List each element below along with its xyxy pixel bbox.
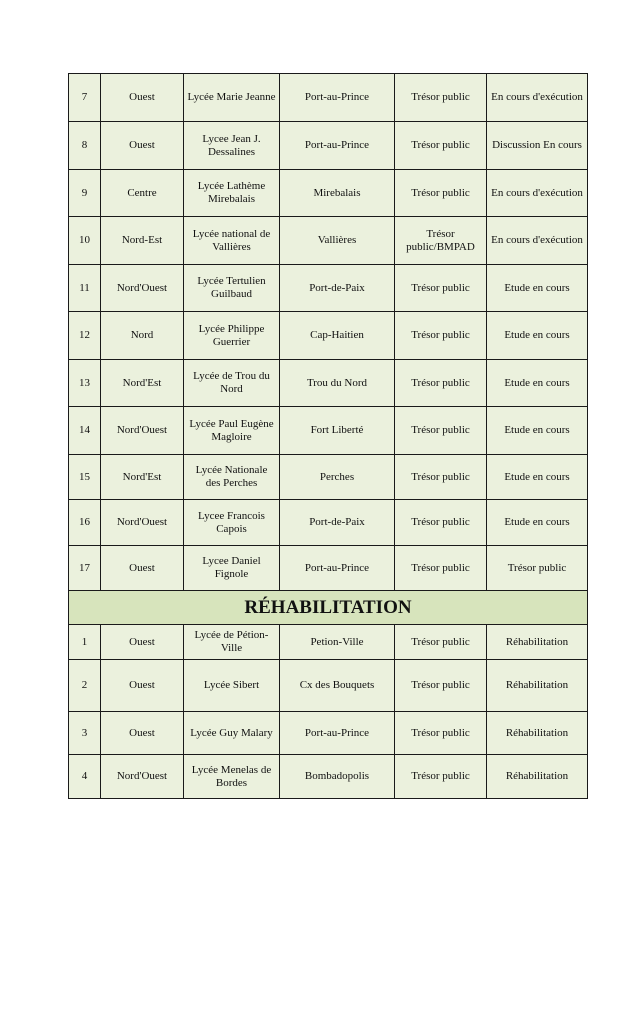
row-number: 7	[69, 74, 101, 122]
table-row	[69, 625, 588, 660]
city-cell: Cx des Bouquets	[280, 660, 395, 712]
funding-cell: Trésor public	[395, 312, 487, 360]
city-cell: Perches	[280, 455, 395, 500]
city-cell: Bombadopolis	[280, 755, 395, 799]
status-cell: Etude en cours	[487, 500, 588, 546]
row-number: 17	[69, 546, 101, 591]
section-title: RÉHABILITATION	[69, 591, 588, 625]
status-cell: Discussion En cours	[487, 122, 588, 170]
school-name-cell: Lycée de Pétion-Ville	[184, 625, 280, 660]
city-cell: Port-au-Prince	[280, 122, 395, 170]
school-name-cell: Lycée Philippe Guerrier	[184, 312, 280, 360]
school-name-cell: Lycée Sibert	[184, 660, 280, 712]
status-cell: Etude en cours	[487, 312, 588, 360]
funding-cell: Trésor public	[395, 500, 487, 546]
row-number: 10	[69, 217, 101, 265]
status-cell: Etude en cours	[487, 455, 588, 500]
status-cell: Etude en cours	[487, 407, 588, 455]
table-row	[69, 217, 588, 265]
funding-cell: Trésor public	[395, 170, 487, 217]
school-name-cell: Lycée Marie Jeanne	[184, 74, 280, 122]
school-name-cell: Lycee Francois Capois	[184, 500, 280, 546]
city-cell: Mirebalais	[280, 170, 395, 217]
funding-cell: Trésor public	[395, 546, 487, 591]
table-row	[69, 712, 588, 755]
row-number: 4	[69, 755, 101, 799]
school-name-cell: Lycée Nationale des Perches	[184, 455, 280, 500]
status-cell: En cours d'exécution	[487, 217, 588, 265]
region-cell: Ouest	[101, 122, 184, 170]
region-cell: Nord'Ouest	[101, 500, 184, 546]
city-cell: Port-de-Paix	[280, 265, 395, 312]
table-row	[69, 312, 588, 360]
region-cell: Ouest	[101, 712, 184, 755]
status-cell: En cours d'exécution	[487, 74, 588, 122]
city-cell: Fort Liberté	[280, 407, 395, 455]
city-cell: Cap-Haitien	[280, 312, 395, 360]
row-number: 8	[69, 122, 101, 170]
region-cell: Centre	[101, 170, 184, 217]
region-cell: Nord'Ouest	[101, 755, 184, 799]
funding-cell: Trésor public	[395, 360, 487, 407]
row-number: 15	[69, 455, 101, 500]
section-header-row	[69, 591, 588, 625]
table-row	[69, 500, 588, 546]
school-name-cell: Lycée de Trou du Nord	[184, 360, 280, 407]
school-name-cell: Lycee Daniel Fignole	[184, 546, 280, 591]
table-row	[69, 755, 588, 799]
school-name-cell: Lycée national de Vallières	[184, 217, 280, 265]
table-row	[69, 455, 588, 500]
region-cell: Nord'Ouest	[101, 265, 184, 312]
funding-cell: Trésor public	[395, 712, 487, 755]
status-cell: Réhabilitation	[487, 660, 588, 712]
school-name-cell: Lycée Paul Eugène Magloire	[184, 407, 280, 455]
school-name-cell: Lycée Lathème Mirebalais	[184, 170, 280, 217]
status-cell: Etude en cours	[487, 265, 588, 312]
row-number: 16	[69, 500, 101, 546]
row-number: 2	[69, 660, 101, 712]
table-row	[69, 360, 588, 407]
city-cell: Trou du Nord	[280, 360, 395, 407]
region-cell: Nord'Ouest	[101, 407, 184, 455]
row-number: 3	[69, 712, 101, 755]
status-cell: Réhabilitation	[487, 712, 588, 755]
city-cell: Port-au-Prince	[280, 74, 395, 122]
region-cell: Nord-Est	[101, 217, 184, 265]
status-cell: Réhabilitation	[487, 755, 588, 799]
table-row	[69, 122, 588, 170]
school-name-cell: Lycée Tertulien Guilbaud	[184, 265, 280, 312]
projects-table	[68, 73, 588, 799]
school-name-cell: Lycee Jean J. Dessalines	[184, 122, 280, 170]
row-number: 9	[69, 170, 101, 217]
table-row	[69, 660, 588, 712]
funding-cell: Trésor public	[395, 74, 487, 122]
school-name-cell: Lycée Guy Malary	[184, 712, 280, 755]
city-cell: Vallières	[280, 217, 395, 265]
city-cell: Petion-Ville	[280, 625, 395, 660]
funding-cell: Trésor public	[395, 755, 487, 799]
funding-cell: Trésor public	[395, 407, 487, 455]
region-cell: Ouest	[101, 546, 184, 591]
funding-cell: Trésor public	[395, 265, 487, 312]
region-cell: Ouest	[101, 660, 184, 712]
region-cell: Nord	[101, 312, 184, 360]
region-cell: Nord'Est	[101, 360, 184, 407]
status-cell: En cours d'exécution	[487, 170, 588, 217]
table-row	[69, 74, 588, 122]
status-cell: Réhabilitation	[487, 625, 588, 660]
funding-cell: Trésor public	[395, 625, 487, 660]
table-row	[69, 407, 588, 455]
funding-cell: Trésor public	[395, 660, 487, 712]
city-cell: Port-au-Prince	[280, 546, 395, 591]
table-row	[69, 265, 588, 312]
row-number: 11	[69, 265, 101, 312]
row-number: 12	[69, 312, 101, 360]
row-number: 13	[69, 360, 101, 407]
row-number: 1	[69, 625, 101, 660]
table-row	[69, 546, 588, 591]
region-cell: Ouest	[101, 74, 184, 122]
city-cell: Port-au-Prince	[280, 712, 395, 755]
funding-cell: Trésor public	[395, 122, 487, 170]
region-cell: Nord'Est	[101, 455, 184, 500]
school-name-cell: Lycée Menelas de Bordes	[184, 755, 280, 799]
row-number: 14	[69, 407, 101, 455]
region-cell: Ouest	[101, 625, 184, 660]
funding-cell: Trésor public/BMPAD	[395, 217, 487, 265]
funding-cell: Trésor public	[395, 455, 487, 500]
status-cell: Etude en cours	[487, 360, 588, 407]
status-cell: Trésor public	[487, 546, 588, 591]
table-row	[69, 170, 588, 217]
city-cell: Port-de-Paix	[280, 500, 395, 546]
